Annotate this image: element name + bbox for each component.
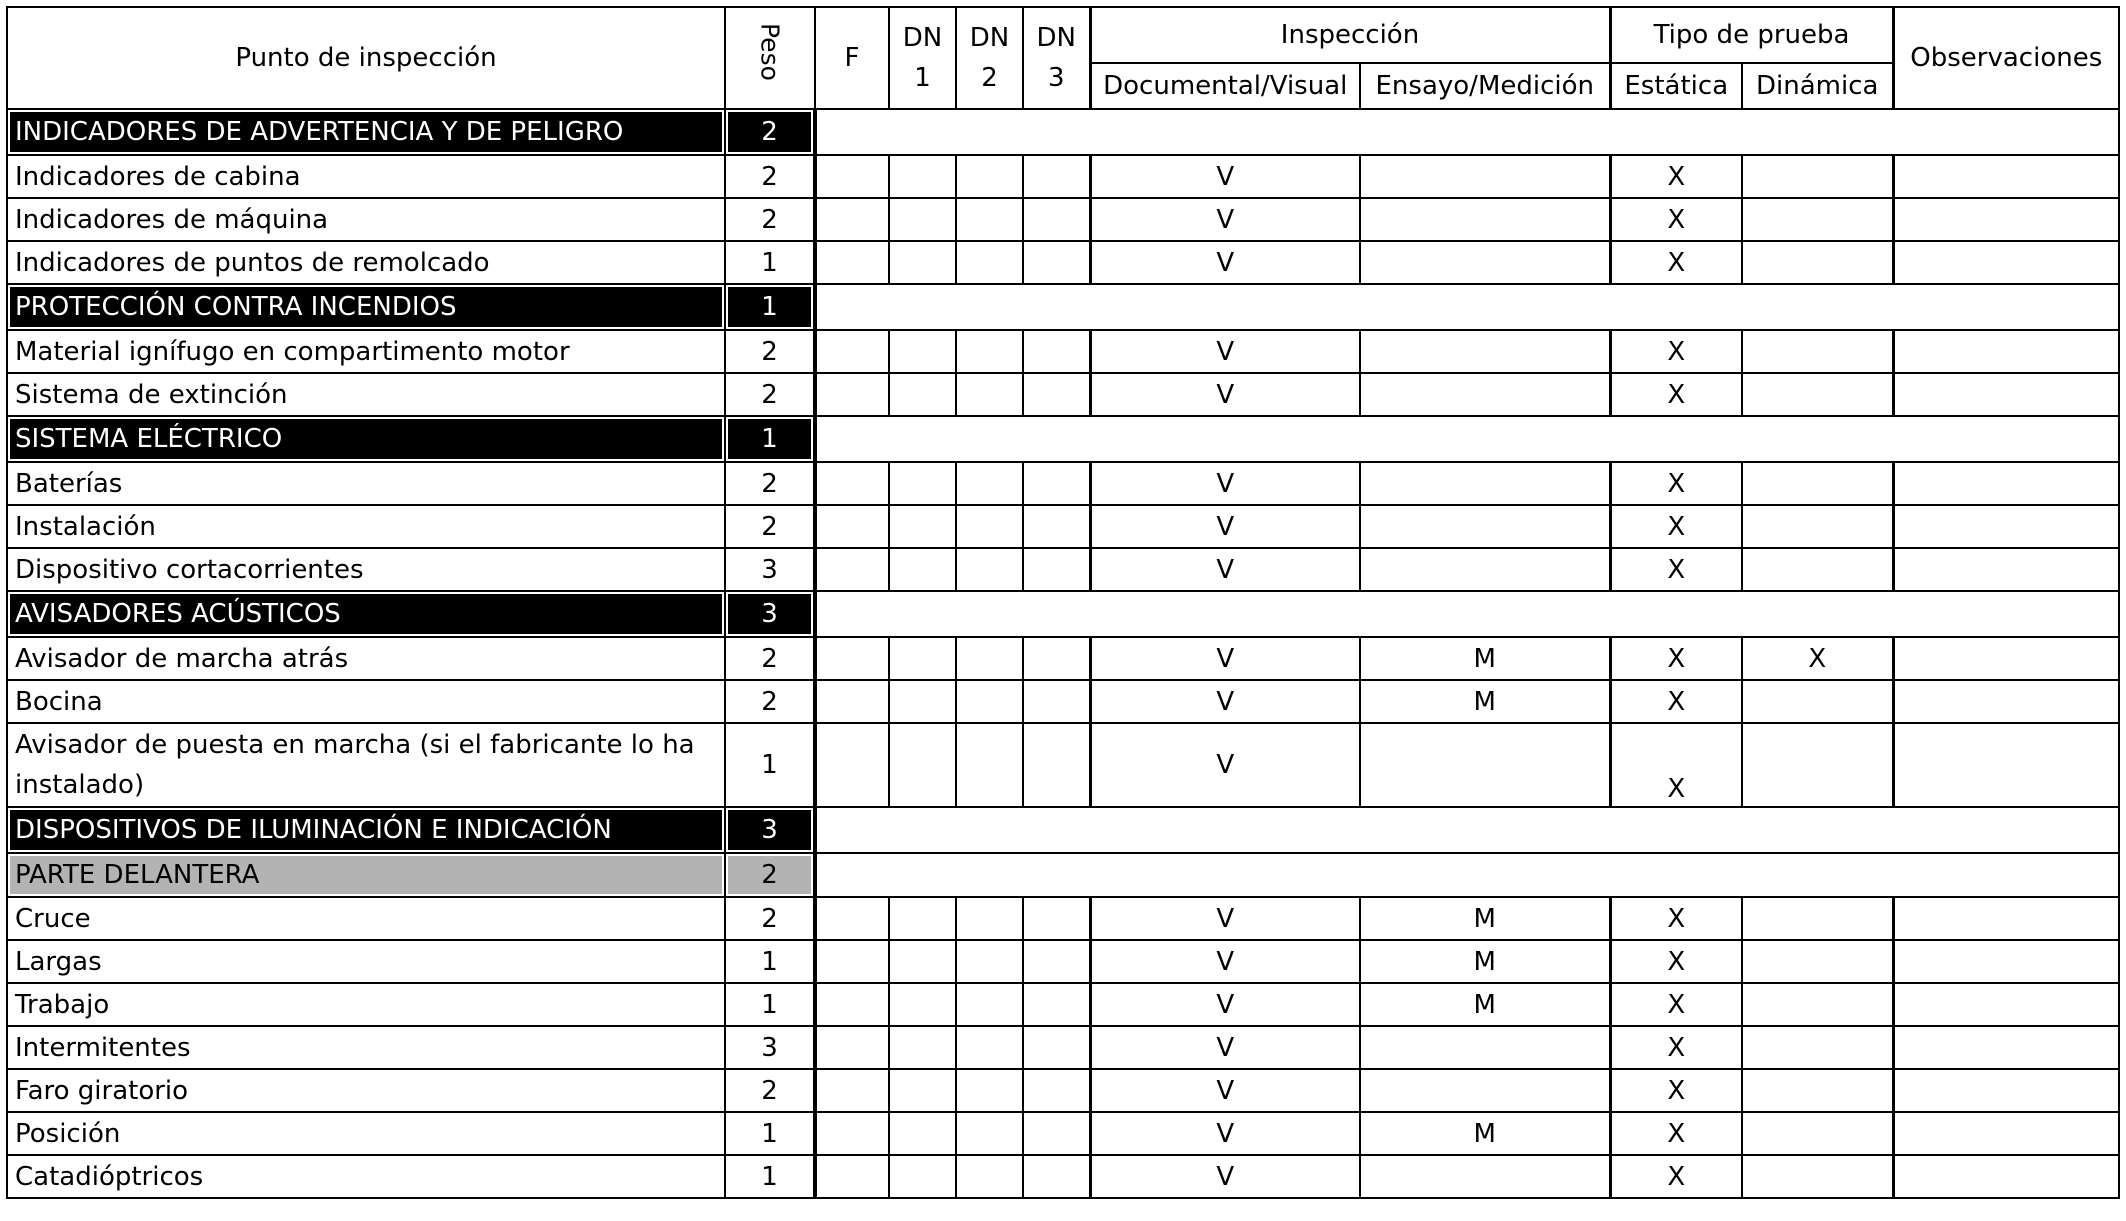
cell-dn2: [956, 723, 1023, 807]
cell-dn2: [956, 462, 1023, 505]
cell-dn2: [956, 940, 1023, 983]
item-name: Sistema de extinción: [7, 373, 725, 416]
cell-dn2: [956, 198, 1023, 241]
cell-dn2: [956, 505, 1023, 548]
cell-dn2: [956, 373, 1023, 416]
cell-dn1: [889, 505, 956, 548]
header-tipo-prueba: Tipo de prueba: [1610, 7, 1893, 63]
cell-documental: V: [1090, 723, 1360, 807]
item-peso: 2: [725, 373, 815, 416]
section-blank: [815, 591, 2119, 637]
cell-dinamica: X: [1742, 637, 1893, 680]
cell-dn2: [956, 241, 1023, 284]
cell-observaciones: [1893, 462, 2119, 505]
cell-estatica: X: [1610, 198, 1742, 241]
cell-f: [815, 373, 889, 416]
cell-ensayo: [1360, 462, 1610, 505]
cell-ensayo: [1360, 1026, 1610, 1069]
cell-ensayo: [1360, 1155, 1610, 1198]
header-documental: Documental/Visual: [1090, 63, 1360, 109]
item-name: Dispositivo cortacorrientes: [7, 548, 725, 591]
cell-observaciones: [1893, 548, 2119, 591]
cell-f: [815, 1026, 889, 1069]
inspection-sheet: [6, 6, 2118, 1212]
cell-dn1: [889, 1155, 956, 1198]
section-peso: 1: [725, 416, 815, 462]
cell-estatica: X: [1610, 1026, 1742, 1069]
table-row: [7, 897, 2119, 940]
item-name: Indicadores de cabina: [7, 155, 725, 198]
cell-f: [815, 637, 889, 680]
item-name: Catadióptricos: [7, 1155, 725, 1198]
item-name-line1: Avisador de puesta en marcha (si el fabricante lo ha: [15, 730, 695, 760]
cell-observaciones: [1893, 505, 2119, 548]
cell-documental: V: [1090, 680, 1360, 723]
table-row: [7, 198, 2119, 241]
cell-documental: V: [1090, 1112, 1360, 1155]
cell-documental: V: [1090, 462, 1360, 505]
cell-dn1: [889, 1069, 956, 1112]
cell-dn1: [889, 198, 956, 241]
table-body: [7, 109, 2119, 1198]
cell-f: [815, 983, 889, 1026]
section-peso: 3: [725, 807, 815, 853]
cell-dn2: [956, 637, 1023, 680]
cell-dinamica: [1742, 1026, 1893, 1069]
cell-dinamica: [1742, 505, 1893, 548]
item-peso: 1: [725, 241, 815, 284]
table-row: [7, 723, 2119, 807]
table-row: [7, 1112, 2119, 1155]
cell-observaciones: [1893, 198, 2119, 241]
cell-estatica: X: [1610, 1069, 1742, 1112]
header-dn3-bottom: 3: [1047, 63, 1065, 93]
header-dn2-bottom: 2: [981, 63, 998, 93]
item-peso: 3: [725, 548, 815, 591]
cell-dn1: [889, 637, 956, 680]
cell-ensayo: M: [1360, 897, 1610, 940]
cell-estatica: X: [1610, 897, 1742, 940]
cell-f: [815, 680, 889, 723]
cell-ensayo: [1360, 241, 1610, 284]
cell-documental: V: [1090, 983, 1360, 1026]
section-blank: [815, 284, 2119, 330]
cell-dn3: [1023, 940, 1090, 983]
cell-f: [815, 241, 889, 284]
item-peso: 2: [725, 155, 815, 198]
header-dn1-top: DN: [902, 23, 943, 53]
cell-dinamica: [1742, 462, 1893, 505]
cell-estatica: X: [1610, 155, 1742, 198]
section-row: [7, 591, 2119, 637]
section-row: [7, 109, 2119, 155]
section-peso: 2: [725, 109, 815, 155]
cell-dinamica: [1742, 241, 1893, 284]
cell-ensayo: [1360, 330, 1610, 373]
header-dn3: [1023, 7, 1090, 109]
cell-dn3: [1023, 198, 1090, 241]
item-name: Largas: [7, 940, 725, 983]
header-estatica: Estática: [1610, 63, 1742, 109]
item-peso: 1: [725, 723, 815, 807]
cell-f: [815, 548, 889, 591]
cell-estatica: X: [1610, 548, 1742, 591]
cell-f: [815, 940, 889, 983]
cell-documental: V: [1090, 637, 1360, 680]
cell-estatica: X: [1610, 940, 1742, 983]
cell-documental: V: [1090, 198, 1360, 241]
cell-dn3: [1023, 637, 1090, 680]
cell-dn3: [1023, 1069, 1090, 1112]
header-punto: Punto de inspección: [7, 7, 725, 109]
cell-dinamica: [1742, 897, 1893, 940]
item-name: Indicadores de puntos de remolcado: [7, 241, 725, 284]
cell-ensayo: [1360, 1069, 1610, 1112]
cell-dn2: [956, 1026, 1023, 1069]
cell-dinamica: [1742, 155, 1893, 198]
item-name: Bocina: [7, 680, 725, 723]
cell-dn3: [1023, 330, 1090, 373]
cell-dn1: [889, 983, 956, 1026]
cell-f: [815, 723, 889, 807]
header-peso: [725, 7, 815, 109]
cell-dinamica: [1742, 373, 1893, 416]
cell-dn3: [1023, 241, 1090, 284]
cell-ensayo: M: [1360, 680, 1610, 723]
cell-dinamica: [1742, 1155, 1893, 1198]
cell-observaciones: [1893, 1069, 2119, 1112]
cell-dinamica: [1742, 548, 1893, 591]
table-row: [7, 1026, 2119, 1069]
item-peso: 2: [725, 462, 815, 505]
cell-observaciones: [1893, 330, 2119, 373]
section-blank: [815, 109, 2119, 155]
cell-documental: V: [1090, 897, 1360, 940]
cell-dinamica: [1742, 1069, 1893, 1112]
cell-dn3: [1023, 462, 1090, 505]
table-row: [7, 1155, 2119, 1198]
section-row: [7, 807, 2119, 853]
cell-observaciones: [1893, 1112, 2119, 1155]
cell-observaciones: [1893, 897, 2119, 940]
cell-estatica: X: [1610, 330, 1742, 373]
cell-dn3: [1023, 373, 1090, 416]
subsection-title: PARTE DELANTERA: [7, 853, 725, 897]
section-title: PROTECCIÓN CONTRA INCENDIOS: [7, 284, 725, 330]
cell-dn3: [1023, 505, 1090, 548]
section-title: AVISADORES ACÚSTICOS: [7, 591, 725, 637]
cell-ensayo: [1360, 198, 1610, 241]
item-name: Trabajo: [7, 983, 725, 1026]
cell-dn2: [956, 330, 1023, 373]
cell-observaciones: [1893, 680, 2119, 723]
cell-dinamica: [1742, 1112, 1893, 1155]
item-peso: 1: [725, 983, 815, 1026]
cell-documental: V: [1090, 1026, 1360, 1069]
item-name-line2: instalado): [15, 770, 145, 800]
cell-estatica: X: [1610, 723, 1742, 807]
cell-dn1: [889, 897, 956, 940]
item-name: Intermitentes: [7, 1026, 725, 1069]
cell-documental: V: [1090, 1155, 1360, 1198]
cell-documental: V: [1090, 373, 1360, 416]
cell-ensayo: M: [1360, 983, 1610, 1026]
subsection-blank: [815, 853, 2119, 897]
cell-observaciones: [1893, 1026, 2119, 1069]
cell-observaciones: [1893, 723, 2119, 807]
header-f: F: [815, 7, 889, 109]
cell-dn1: [889, 548, 956, 591]
cell-dn3: [1023, 548, 1090, 591]
cell-documental: V: [1090, 505, 1360, 548]
item-peso: 2: [725, 680, 815, 723]
cell-estatica: X: [1610, 505, 1742, 548]
header-dn2-top: DN: [969, 23, 1010, 53]
item-peso: 1: [725, 1155, 815, 1198]
cell-ensayo: M: [1360, 1112, 1610, 1155]
cell-dn3: [1023, 1026, 1090, 1069]
cell-dn1: [889, 373, 956, 416]
section-peso: 3: [725, 591, 815, 637]
item-name: Faro giratorio: [7, 1069, 725, 1112]
section-title: DISPOSITIVOS DE ILUMINACIÓN E INDICACIÓN: [7, 807, 725, 853]
table-row: [7, 940, 2119, 983]
cell-ensayo: M: [1360, 940, 1610, 983]
item-peso: 2: [725, 897, 815, 940]
header-observaciones: Observaciones: [1893, 7, 2119, 109]
subsection-row: [7, 853, 2119, 897]
cell-documental: V: [1090, 241, 1360, 284]
inspection-table: [6, 6, 2120, 1199]
section-row: [7, 416, 2119, 462]
cell-dn1: [889, 330, 956, 373]
cell-dn2: [956, 680, 1023, 723]
section-title: SISTEMA ELÉCTRICO: [7, 416, 725, 462]
cell-estatica: X: [1610, 241, 1742, 284]
cell-observaciones: [1893, 155, 2119, 198]
cell-documental: V: [1090, 155, 1360, 198]
header-dn3-top: DN: [1036, 23, 1076, 53]
cell-ensayo: [1360, 155, 1610, 198]
cell-dinamica: [1742, 198, 1893, 241]
cell-dinamica: [1742, 983, 1893, 1026]
cell-dn1: [889, 155, 956, 198]
cell-dn2: [956, 983, 1023, 1026]
subsection-peso: 2: [725, 853, 815, 897]
cell-estatica: X: [1610, 983, 1742, 1026]
cell-f: [815, 505, 889, 548]
item-peso: 2: [725, 330, 815, 373]
table-row: [7, 241, 2119, 284]
table-row: [7, 680, 2119, 723]
cell-estatica: X: [1610, 462, 1742, 505]
cell-estatica: X: [1610, 1112, 1742, 1155]
cell-f: [815, 1069, 889, 1112]
cell-dn2: [956, 897, 1023, 940]
item-peso: 2: [725, 505, 815, 548]
table-row: [7, 983, 2119, 1026]
item-name: Baterías: [7, 462, 725, 505]
item-peso: 3: [725, 1026, 815, 1069]
item-name: Avisador de marcha atrás: [7, 637, 725, 680]
item-peso: 2: [725, 637, 815, 680]
cell-dn2: [956, 1112, 1023, 1155]
section-title: INDICADORES DE ADVERTENCIA Y DE PELIGRO: [7, 109, 725, 155]
header-inspeccion: Inspección: [1090, 7, 1610, 63]
cell-observaciones: [1893, 373, 2119, 416]
item-peso: 1: [725, 940, 815, 983]
cell-dn3: [1023, 1112, 1090, 1155]
item-name: Indicadores de máquina: [7, 198, 725, 241]
cell-f: [815, 1155, 889, 1198]
cell-f: [815, 1112, 889, 1155]
cell-dinamica: [1742, 330, 1893, 373]
cell-dn1: [889, 241, 956, 284]
cell-dn1: [889, 680, 956, 723]
cell-documental: V: [1090, 330, 1360, 373]
section-peso: 1: [725, 284, 815, 330]
cell-f: [815, 330, 889, 373]
cell-ensayo: [1360, 723, 1610, 807]
table-row: [7, 1069, 2119, 1112]
cell-estatica: X: [1610, 637, 1742, 680]
cell-ensayo: M: [1360, 637, 1610, 680]
cell-observaciones: [1893, 637, 2119, 680]
item-name: [7, 723, 725, 807]
header-peso-label: Peso: [755, 23, 785, 81]
item-name: Material ignífugo en compartimento motor: [7, 330, 725, 373]
cell-documental: V: [1090, 1069, 1360, 1112]
cell-dn3: [1023, 897, 1090, 940]
cell-dn2: [956, 548, 1023, 591]
header-dn1-bottom: 1: [914, 63, 931, 93]
cell-observaciones: [1893, 940, 2119, 983]
cell-dn3: [1023, 155, 1090, 198]
cell-documental: V: [1090, 940, 1360, 983]
cell-f: [815, 897, 889, 940]
cell-dn1: [889, 723, 956, 807]
table-row: [7, 373, 2119, 416]
cell-dn3: [1023, 983, 1090, 1026]
cell-dn2: [956, 1069, 1023, 1112]
cell-dn1: [889, 1112, 956, 1155]
cell-observaciones: [1893, 241, 2119, 284]
cell-dinamica: [1742, 680, 1893, 723]
cell-dn1: [889, 940, 956, 983]
cell-dn3: [1023, 723, 1090, 807]
header-dn1: [889, 7, 956, 109]
cell-ensayo: [1360, 505, 1610, 548]
cell-ensayo: [1360, 548, 1610, 591]
item-name: Cruce: [7, 897, 725, 940]
cell-f: [815, 155, 889, 198]
header-dn2: [956, 7, 1023, 109]
cell-observaciones: [1893, 983, 2119, 1026]
cell-dn3: [1023, 680, 1090, 723]
section-blank: [815, 416, 2119, 462]
cell-f: [815, 198, 889, 241]
cell-dn3: [1023, 1155, 1090, 1198]
item-name: Instalación: [7, 505, 725, 548]
header-row-1: [7, 7, 2119, 63]
section-row: [7, 284, 2119, 330]
cell-dinamica: [1742, 940, 1893, 983]
item-peso: 2: [725, 198, 815, 241]
header-ensayo: Ensayo/Medición: [1360, 63, 1610, 109]
cell-f: [815, 462, 889, 505]
cell-estatica: X: [1610, 680, 1742, 723]
table-row: [7, 330, 2119, 373]
cell-estatica: X: [1610, 1155, 1742, 1198]
item-peso: 1: [725, 1112, 815, 1155]
section-blank: [815, 807, 2119, 853]
cell-observaciones: [1893, 1155, 2119, 1198]
table-row: [7, 548, 2119, 591]
cell-dinamica: [1742, 723, 1893, 807]
cell-dn1: [889, 462, 956, 505]
header-dinamica: Dinámica: [1742, 63, 1893, 109]
cell-dn2: [956, 155, 1023, 198]
table-row: [7, 505, 2119, 548]
item-name: Posición: [7, 1112, 725, 1155]
cell-estatica: X: [1610, 373, 1742, 416]
cell-dn2: [956, 1155, 1023, 1198]
table-row: [7, 462, 2119, 505]
item-peso: 2: [725, 1069, 815, 1112]
cell-dn1: [889, 1026, 956, 1069]
table-row: [7, 155, 2119, 198]
cell-documental: V: [1090, 548, 1360, 591]
table-row: [7, 637, 2119, 680]
cell-ensayo: [1360, 373, 1610, 416]
